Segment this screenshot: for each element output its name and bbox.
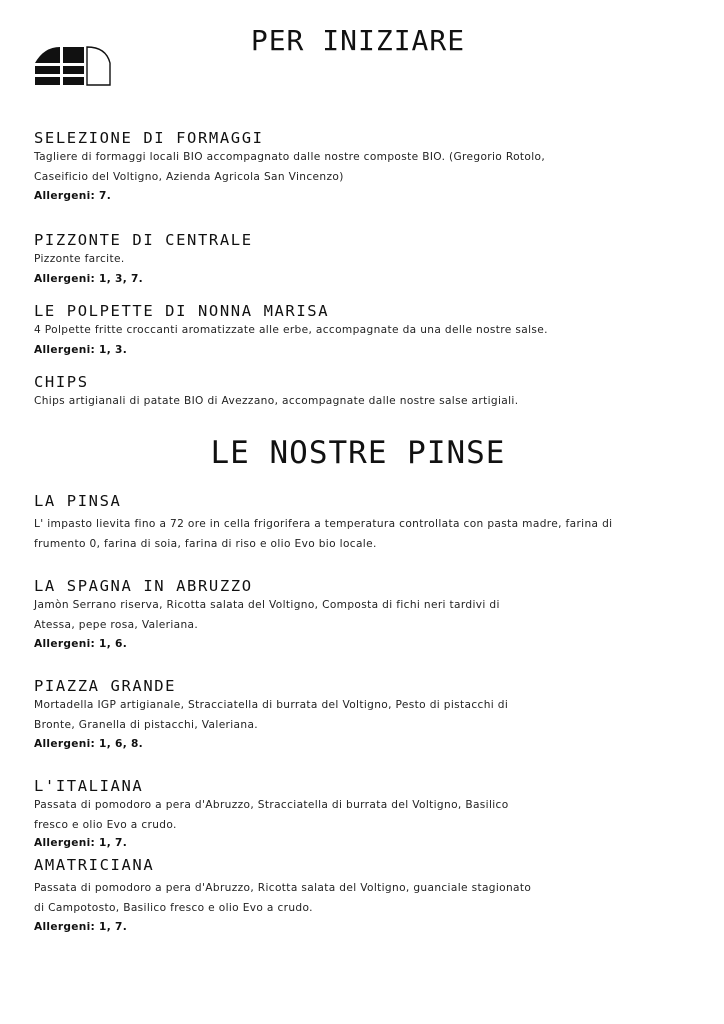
item-allergens: Allergeni: 7. [34,190,112,202]
item-description: Caseificio del Voltigno, Azienda Agricola San Vincenzo) [34,170,344,183]
menu-item [34,491,684,554]
menu-item [34,776,684,851]
item-allergens: Allergeni: 1, 6. [34,638,128,650]
item-name: PIAZZA GRANDE [34,677,177,695]
item-description: Tagliere di formaggi locali BIO accompagnato dalle nostre composte BIO. (Gregorio Rotolo, [34,151,546,163]
item-name: LA PINSA [34,492,122,510]
item-description: 4 Polpette fritte croccanti aromatizzate alle erbe, accompagnate da una delle nostre salse. [34,324,548,336]
menu-item [34,855,684,937]
item-description: Jamòn Serrano riserva, Ricotta salata del Voltigno, Composta di fichi neri tardivi di [34,599,500,611]
item-allergens: Allergeni: 1, 6, 8. [34,738,143,750]
menu-item [34,301,684,360]
item-description: Chips artigianali di patate BIO di Avezzano, accompagnate dalle nostre salse artigiali. [34,395,519,407]
item-name: AMATRICIANA [34,856,155,874]
item-allergens: Allergeni: 1, 3. [34,343,128,356]
menu-item [34,128,684,206]
menu-item [34,372,684,412]
menu-item [34,576,684,654]
item-description: Pizzonte farcite. [34,253,125,265]
item-allergens: Allergeni: 1, 3, 7. [34,272,143,285]
item-description: fresco e olio Evo a crudo. [34,818,177,831]
item-description: Bronte, Granella di pistacchi, Valeriana. [34,718,259,731]
item-description: Atessa, pepe rosa, Valeriana. [34,618,199,631]
item-description: Passata di pomodoro a pera d'Abruzzo, Stracciatella di burrata del Voltigno, Basilico [34,799,509,811]
item-allergens: Allergeni: 1, 7. [34,837,128,849]
item-allergens: Allergeni: 1, 7. [34,921,128,933]
section-title-per-iniziare: PER INIZIARE [250,24,466,57]
item-name: CHIPS [34,373,89,391]
item-description: Passata di pomodoro a pera d'Abruzzo, Ricotta salata del Voltigno, guanciale stagionato [34,882,532,894]
menu-item [34,230,684,289]
item-name: SELEZIONE DI FORMAGGI [34,129,264,147]
item-name: LE POLPETTE DI NONNA MARISA [34,302,330,320]
item-name: LA SPAGNA IN ABRUZZO [34,577,253,595]
item-description: L' impasto lievita fino a 72 ore in cella frigorifera a temperatura controllata con pasta madre, farina di [34,518,613,530]
item-description: di Campotosto, Basilico fresco e olio Evo a crudo. [34,901,313,914]
menu-item [34,676,684,754]
item-description: Mortadella IGP artigianale, Stracciatella di burrata del Voltigno, Pesto di pistacchi di [34,699,509,711]
section-title-le-nostre-pinse: LE NOSTRE PINSE [210,435,506,471]
item-name: PIZZONTE DI CENTRALE [34,231,253,249]
item-description: frumento 0, farina di soia, farina di riso e olio Evo bio locale. [34,537,377,550]
window-logo-icon [34,46,112,86]
item-name: L'ITALIANA [34,777,144,795]
